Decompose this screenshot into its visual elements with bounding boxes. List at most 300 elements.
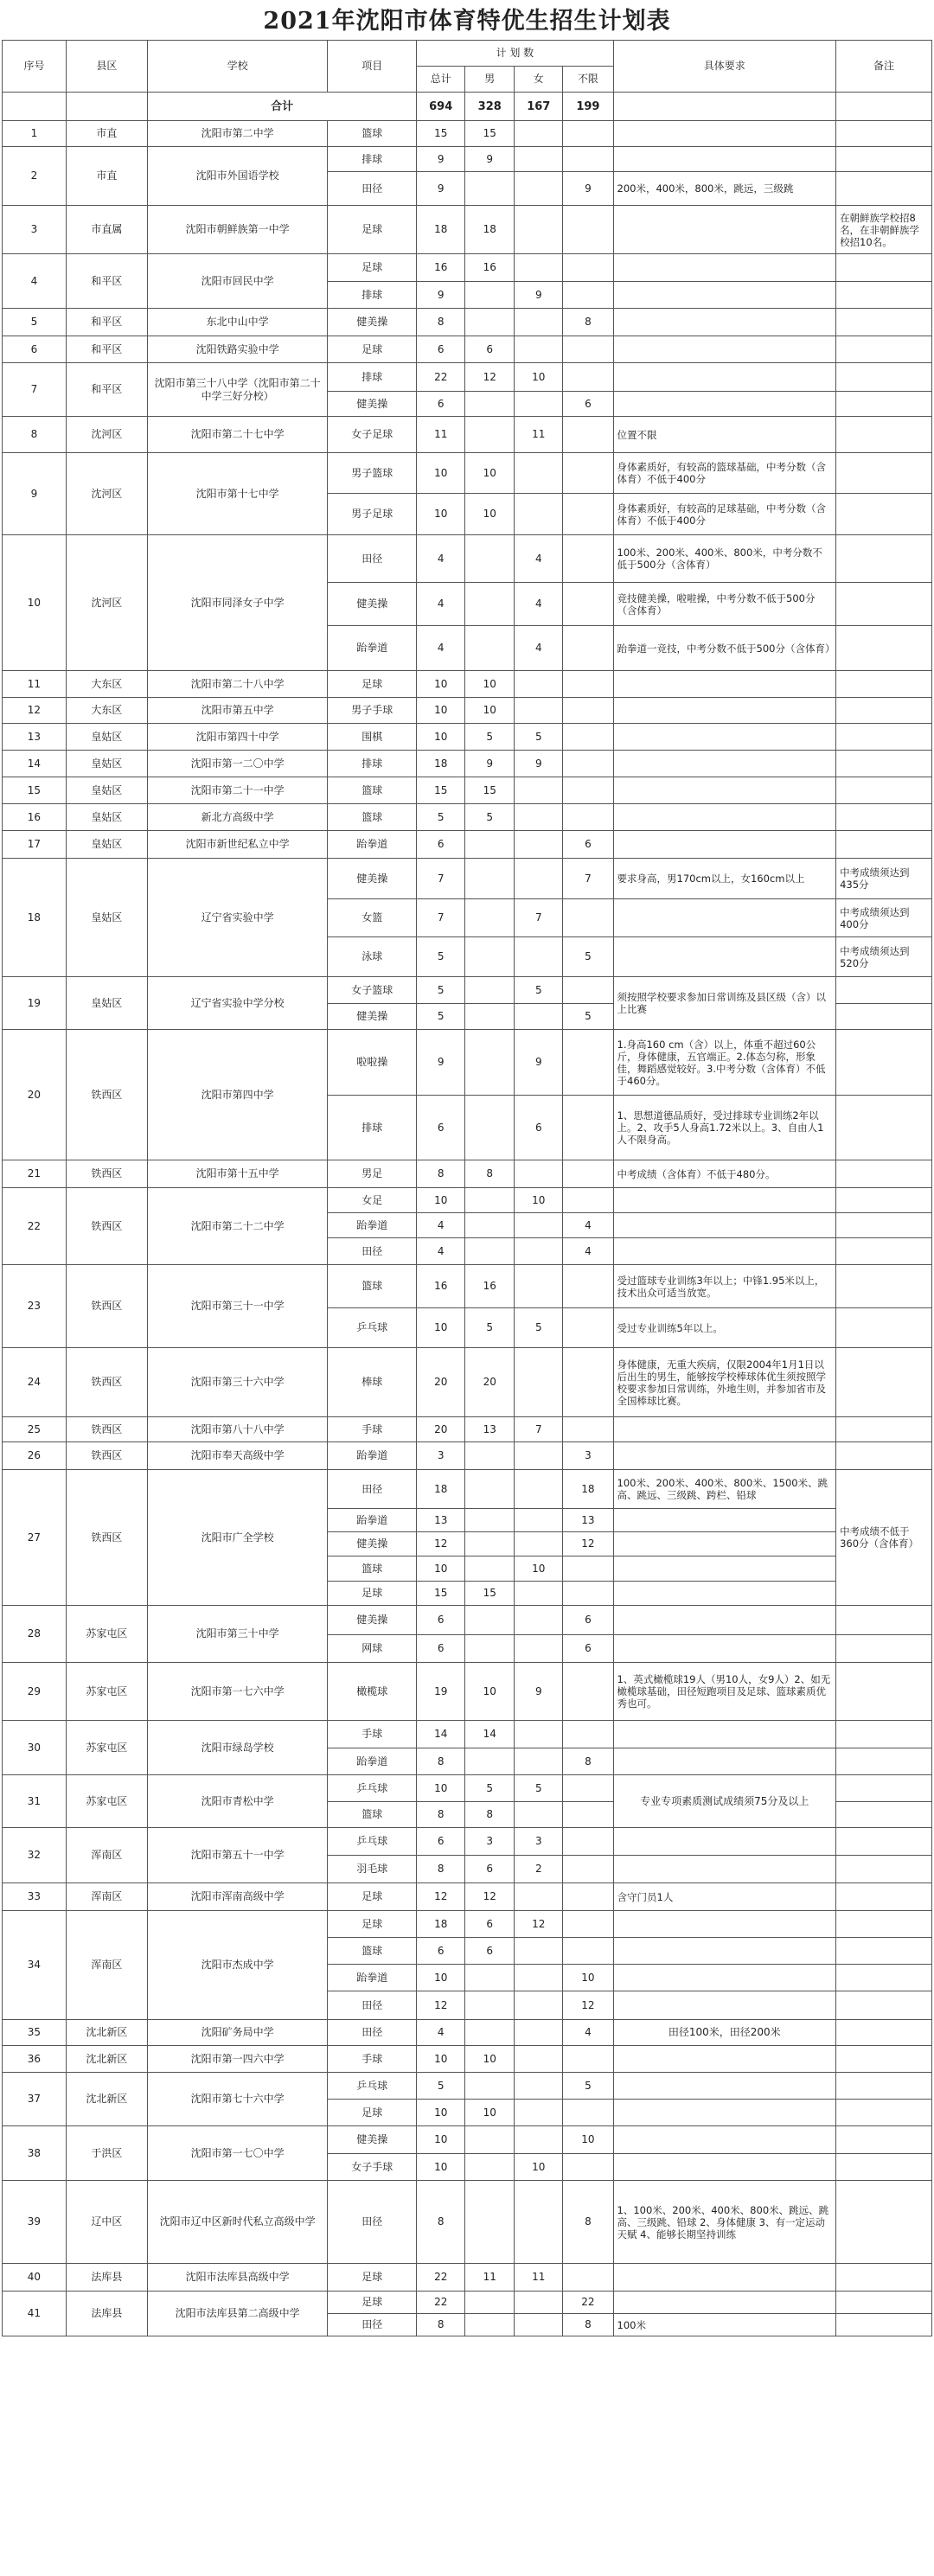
unlimited-cell	[563, 2046, 613, 2073]
unlimited-cell: 18	[563, 1470, 613, 1509]
school-cell: 沈阳市第五十一中学	[147, 1828, 327, 1883]
remark-cell	[836, 1160, 932, 1188]
seq-cell: 34	[3, 1911, 67, 2020]
requirement-cell: 1、英式橄榄球19人（男10人，女9人）2、如无橄榄球基础，田径短跑项目及足球、篮球素质优秀也可。	[613, 1663, 836, 1721]
female-cell: 12	[515, 1911, 563, 1938]
seq-cell: 6	[3, 336, 67, 363]
female-cell	[515, 937, 563, 977]
seq-cell: 25	[3, 1417, 67, 1442]
seq-cell: 41	[3, 2292, 67, 2336]
female-cell	[515, 1470, 563, 1509]
requirement-cell: 竞技健美操，啦啦操，中考分数不低于500分（含体育）	[613, 583, 836, 626]
total-cell: 10	[417, 698, 465, 724]
total-cell: 10	[417, 2154, 465, 2181]
seq-cell: 4	[3, 254, 67, 309]
requirement-cell: 位置不限	[613, 417, 836, 453]
col-header-unlimited: 不限	[563, 67, 613, 93]
total-cell: 20	[417, 1417, 465, 1442]
unlimited-cell	[563, 121, 613, 147]
header-row	[3, 41, 932, 67]
requirement-cell	[613, 2264, 836, 2292]
unlimited-cell: 5	[563, 2073, 613, 2100]
total-cell: 3	[417, 1442, 465, 1470]
item-cell: 篮球	[328, 121, 417, 147]
seq-cell: 7	[3, 363, 67, 417]
male-cell	[465, 2154, 515, 2181]
male-cell	[465, 1470, 515, 1509]
male-cell	[465, 2181, 515, 2264]
table-row	[3, 1828, 932, 1856]
unlimited-cell: 7	[563, 859, 613, 899]
female-cell	[515, 2314, 563, 2336]
male-cell: 5	[465, 1308, 515, 1348]
unlimited-cell	[563, 1308, 613, 1348]
total-cell: 8	[417, 1160, 465, 1188]
item-cell: 田径	[328, 172, 417, 206]
requirement-cell	[613, 2100, 836, 2126]
requirement-cell	[613, 804, 836, 831]
school-cell: 沈阳市第八十八中学	[147, 1417, 327, 1442]
male-cell	[465, 2126, 515, 2154]
requirement-cell: 含守门员1人	[613, 1883, 836, 1911]
seq-cell: 2	[3, 147, 67, 206]
table-row	[3, 1265, 932, 1308]
requirement-cell: 要求身高，男170cm以上，女160cm以上	[613, 859, 836, 899]
total-cell: 12	[417, 1883, 465, 1911]
remark-cell	[836, 1308, 932, 1348]
male-cell: 20	[465, 1348, 515, 1417]
county-cell: 沈北新区	[66, 2046, 147, 2073]
total-cell: 4	[417, 1238, 465, 1265]
total-cell: 5	[417, 804, 465, 831]
item-cell: 跆拳道	[328, 626, 417, 671]
item-cell: 排球	[328, 282, 417, 309]
total-cell: 18	[417, 1911, 465, 1938]
male-cell	[465, 859, 515, 899]
seq-cell: 24	[3, 1348, 67, 1417]
school-cell: 辽宁省实验中学分校	[147, 977, 327, 1030]
requirement-cell	[613, 2073, 836, 2100]
seq-cell: 38	[3, 2126, 67, 2181]
county-cell: 铁西区	[66, 1030, 147, 1160]
requirement-cell	[613, 1938, 836, 1965]
item-cell: 橄榄球	[328, 1663, 417, 1721]
requirement-cell: 身体素质好，有较高的篮球基础，中考分数（含体育）不低于400分	[613, 453, 836, 494]
county-cell: 铁西区	[66, 1470, 147, 1606]
total-cell: 9	[417, 1030, 465, 1096]
remark-cell	[836, 309, 932, 336]
male-cell	[465, 1213, 515, 1238]
total-cell: 10	[417, 1556, 465, 1582]
school-cell: 沈阳市第十五中学	[147, 1160, 327, 1188]
total-cell: 15	[417, 777, 465, 804]
remark-cell	[836, 172, 932, 206]
unlimited-cell	[563, 977, 613, 1004]
unlimited-cell	[563, 1802, 613, 1828]
requirement-cell: 1、100米、200米、400米、800米、跳远、跳高、三级跳、铅球 2、身体健康 3、有一定运动天赋 4、能够长期坚持训练	[613, 2181, 836, 2264]
unlimited-cell	[563, 336, 613, 363]
table-row	[3, 2264, 932, 2292]
table-row	[3, 698, 932, 724]
unlimited-cell: 13	[563, 1509, 613, 1532]
county-cell: 沈河区	[66, 535, 147, 671]
county-cell: 大东区	[66, 671, 147, 698]
total-cell: 4	[417, 626, 465, 671]
table-row	[3, 2020, 932, 2046]
male-cell: 5	[465, 804, 515, 831]
female-cell	[515, 2126, 563, 2154]
item-cell: 田径	[328, 2020, 417, 2046]
school-cell: 沈阳市第二十一中学	[147, 777, 327, 804]
county-cell: 沈河区	[66, 417, 147, 453]
item-cell: 乒乓球	[328, 1775, 417, 1802]
unlimited-cell	[563, 1938, 613, 1965]
female-cell: 4	[515, 535, 563, 583]
unlimited-cell: 12	[563, 1991, 613, 2020]
school-cell: 沈阳市第一四六中学	[147, 2046, 327, 2073]
requirement-cell	[613, 309, 836, 336]
unlimited-cell: 22	[563, 2292, 613, 2314]
seq-cell: 12	[3, 698, 67, 724]
total-cell: 4	[417, 2020, 465, 2046]
requirement-cell	[613, 2292, 836, 2314]
item-cell: 乒乓球	[328, 1828, 417, 1856]
female-cell	[515, 206, 563, 254]
school-cell: 沈阳市奉天高级中学	[147, 1442, 327, 1470]
requirement-cell: 1.身高160 cm（含）以上，体重不超过60公斤，身体健康，五官端正。2.体态匀称，形象佳，舞蹈感觉较好。3.中考分数（含体育）不低于460分。	[613, 1030, 836, 1096]
total-cell: 7	[417, 899, 465, 937]
unlimited-cell	[563, 1556, 613, 1582]
county-cell: 铁西区	[66, 1188, 147, 1265]
unlimited-cell: 8	[563, 2181, 613, 2264]
male-cell: 10	[465, 698, 515, 724]
unlimited-cell	[563, 2100, 613, 2126]
remark-cell	[836, 2154, 932, 2181]
remark-cell: 中考成绩不低于360分（含体育）	[836, 1470, 932, 1606]
unlimited-cell	[563, 1348, 613, 1417]
school-cell: 沈阳市新世纪私立中学	[147, 831, 327, 859]
remark-cell	[836, 2126, 932, 2154]
item-cell: 篮球	[328, 1802, 417, 1828]
female-cell	[515, 671, 563, 698]
item-cell: 女子足球	[328, 417, 417, 453]
unlimited-cell: 6	[563, 392, 613, 417]
remark-cell	[836, 363, 932, 392]
male-cell: 12	[465, 1883, 515, 1911]
summary-unlimited: 199	[563, 93, 613, 121]
school-cell: 沈阳市第三十六中学	[147, 1348, 327, 1417]
male-cell	[465, 937, 515, 977]
item-cell: 手球	[328, 1721, 417, 1748]
male-cell: 6	[465, 1911, 515, 1938]
county-cell: 苏家屯区	[66, 1775, 147, 1828]
female-cell	[515, 1265, 563, 1308]
unlimited-cell: 9	[563, 172, 613, 206]
table-row	[3, 1442, 932, 1470]
total-cell: 9	[417, 172, 465, 206]
table-row	[3, 724, 932, 751]
table-row	[3, 453, 932, 494]
school-cell: 沈阳市浑南高级中学	[147, 1883, 327, 1911]
female-cell	[515, 2073, 563, 2100]
female-cell	[515, 1883, 563, 1911]
summary-female: 167	[515, 93, 563, 121]
school-cell: 沈阳市同泽女子中学	[147, 535, 327, 671]
total-cell: 5	[417, 1004, 465, 1030]
requirement-cell: 100米、200米、400米、800米、1500米、跳高、跳远、三级跳、跨栏、铅球	[613, 1470, 836, 1509]
remark-cell	[836, 1748, 932, 1775]
unlimited-cell: 10	[563, 2126, 613, 2154]
male-cell	[465, 977, 515, 1004]
item-cell: 田径	[328, 1470, 417, 1509]
male-cell: 15	[465, 777, 515, 804]
female-cell	[515, 1160, 563, 1188]
item-cell: 健美操	[328, 392, 417, 417]
total-cell: 22	[417, 2264, 465, 2292]
total-cell: 8	[417, 309, 465, 336]
male-cell	[465, 583, 515, 626]
male-cell: 18	[465, 206, 515, 254]
item-cell: 跆拳道	[328, 831, 417, 859]
remark-cell: 中考成绩须达到520分	[836, 937, 932, 977]
requirement-cell: 中考成绩（含体育）不低于480分。	[613, 1160, 836, 1188]
table-row	[3, 1030, 932, 1096]
seq-cell: 29	[3, 1663, 67, 1721]
county-cell: 市直	[66, 121, 147, 147]
remark-cell	[836, 2314, 932, 2336]
remark-cell	[836, 1442, 932, 1470]
female-cell: 7	[515, 1417, 563, 1442]
unlimited-cell	[563, 1160, 613, 1188]
requirement-cell	[613, 1748, 836, 1775]
col-header-plan: 计 划 数	[417, 41, 613, 67]
remark-cell	[836, 282, 932, 309]
requirement-cell	[613, 2154, 836, 2181]
county-cell: 沈北新区	[66, 2073, 147, 2126]
total-cell: 9	[417, 282, 465, 309]
remark-cell	[836, 2264, 932, 2292]
col-header-item: 项目	[328, 41, 417, 93]
female-cell	[515, 1348, 563, 1417]
item-cell: 男子篮球	[328, 453, 417, 494]
item-cell: 女足	[328, 1188, 417, 1213]
remark-cell	[836, 977, 932, 1004]
total-cell: 12	[417, 1991, 465, 2020]
male-cell: 10	[465, 2100, 515, 2126]
page-title: 2021年沈阳市体育特优生招生计划表	[263, 8, 671, 35]
female-cell	[515, 1213, 563, 1238]
summary-male: 328	[465, 93, 515, 121]
table-row	[3, 859, 932, 899]
requirement-cell	[613, 899, 836, 937]
remark-cell	[836, 417, 932, 453]
county-cell: 苏家屯区	[66, 1721, 147, 1775]
unlimited-cell	[563, 724, 613, 751]
remark-cell: 中考成绩须达到435分	[836, 859, 932, 899]
female-cell: 10	[515, 1188, 563, 1213]
remark-cell	[836, 777, 932, 804]
remark-cell	[836, 494, 932, 535]
unlimited-cell	[563, 147, 613, 172]
female-cell	[515, 859, 563, 899]
seq-cell: 32	[3, 1828, 67, 1883]
school-cell: 沈阳市第一七〇中学	[147, 2126, 327, 2181]
table-row	[3, 977, 932, 1004]
remark-cell	[836, 1096, 932, 1160]
school-cell: 沈阳市朝鲜族第一中学	[147, 206, 327, 254]
unlimited-cell	[563, 1883, 613, 1911]
seq-cell: 9	[3, 453, 67, 535]
table-row	[3, 1348, 932, 1417]
table-row	[3, 1663, 932, 1721]
unlimited-cell	[563, 1265, 613, 1308]
male-cell: 10	[465, 1663, 515, 1721]
col-header-seq: 序号	[3, 41, 67, 93]
table-row	[3, 831, 932, 859]
county-cell: 铁西区	[66, 1417, 147, 1442]
school-cell: 沈阳市回民中学	[147, 254, 327, 309]
female-cell	[515, 453, 563, 494]
female-cell	[515, 2292, 563, 2314]
item-cell: 棒球	[328, 1348, 417, 1417]
item-cell: 男子足球	[328, 494, 417, 535]
table-row	[3, 2181, 932, 2264]
requirement-cell	[613, 1238, 836, 1265]
male-cell	[465, 1238, 515, 1265]
female-cell	[515, 831, 563, 859]
female-cell	[515, 147, 563, 172]
remark-cell	[836, 1883, 932, 1911]
male-cell: 10	[465, 453, 515, 494]
seq-cell: 16	[3, 804, 67, 831]
male-cell	[465, 626, 515, 671]
female-cell	[515, 121, 563, 147]
table-row	[3, 1470, 932, 1509]
col-header-total: 总计	[417, 67, 465, 93]
summary-label: 合计	[147, 93, 416, 121]
seq-cell: 33	[3, 1883, 67, 1911]
requirement-cell	[613, 724, 836, 751]
remark-cell	[836, 698, 932, 724]
requirement-cell	[613, 206, 836, 254]
female-cell	[515, 1991, 563, 2020]
requirement-cell	[613, 1828, 836, 1856]
seq-cell: 26	[3, 1442, 67, 1470]
school-cell: 沈阳市第五中学	[147, 698, 327, 724]
requirement-cell	[613, 777, 836, 804]
requirement-cell	[613, 937, 836, 977]
total-cell: 6	[417, 392, 465, 417]
table-row	[3, 336, 932, 363]
requirement-cell	[613, 671, 836, 698]
unlimited-cell	[563, 1417, 613, 1442]
school-cell: 沈阳市法库县第二高级中学	[147, 2292, 327, 2336]
male-cell	[465, 1965, 515, 1991]
item-cell: 篮球	[328, 777, 417, 804]
remark-cell	[836, 1911, 932, 1938]
total-cell: 8	[417, 2314, 465, 2336]
female-cell: 10	[515, 1556, 563, 1582]
requirement-cell: 受过篮球专业训练3年以上；中锋1.95米以上，技术出众可适当放宽。	[613, 1265, 836, 1308]
male-cell: 6	[465, 1856, 515, 1883]
female-cell	[515, 1004, 563, 1030]
table-row	[3, 1160, 932, 1188]
total-cell: 6	[417, 336, 465, 363]
seq-cell: 23	[3, 1265, 67, 1348]
unlimited-cell	[563, 1096, 613, 1160]
female-cell	[515, 2020, 563, 2046]
unlimited-cell: 10	[563, 1965, 613, 1991]
total-cell: 8	[417, 1748, 465, 1775]
county-cell: 铁西区	[66, 1348, 147, 1417]
male-cell	[465, 392, 515, 417]
unlimited-cell	[563, 2154, 613, 2181]
requirement-cell: 身体素质好，有较高的足球基础，中考分数（含体育）不低于400分	[613, 494, 836, 535]
male-cell	[465, 1030, 515, 1096]
total-cell: 6	[417, 831, 465, 859]
requirement-cell: 受过专业训练5年以上。	[613, 1308, 836, 1348]
item-cell: 足球	[328, 2100, 417, 2126]
male-cell	[465, 172, 515, 206]
male-cell	[465, 899, 515, 937]
school-cell: 沈阳市外国语学校	[147, 147, 327, 206]
requirement-cell	[613, 1188, 836, 1213]
county-cell: 和平区	[66, 309, 147, 336]
remark-cell	[836, 2046, 932, 2073]
requirement-cell	[613, 1556, 836, 1582]
remark-cell	[836, 1938, 932, 1965]
item-cell: 跆拳道	[328, 1965, 417, 1991]
total-cell: 6	[417, 1828, 465, 1856]
school-cell: 沈阳市第三十中学	[147, 1606, 327, 1663]
female-cell: 9	[515, 282, 563, 309]
total-cell: 16	[417, 1265, 465, 1308]
female-cell: 11	[515, 2264, 563, 2292]
remark-cell: 在朝鲜族学校招8名，在非朝鲜族学校招10名。	[836, 206, 932, 254]
school-cell: 沈阳市第一二〇中学	[147, 751, 327, 777]
seq-cell: 15	[3, 777, 67, 804]
table-row	[3, 751, 932, 777]
item-cell: 足球	[328, 206, 417, 254]
seq-cell: 28	[3, 1606, 67, 1663]
male-cell: 8	[465, 1802, 515, 1828]
school-cell: 沈阳市杰成中学	[147, 1911, 327, 2020]
school-cell: 沈阳市第四十中学	[147, 724, 327, 751]
total-cell: 4	[417, 535, 465, 583]
male-cell: 9	[465, 751, 515, 777]
unlimited-cell	[563, 899, 613, 937]
female-cell	[515, 309, 563, 336]
unlimited-cell	[563, 1828, 613, 1856]
item-cell: 男子手球	[328, 698, 417, 724]
male-cell: 8	[465, 1160, 515, 1188]
female-cell: 4	[515, 583, 563, 626]
plan-table	[2, 40, 932, 2336]
school-cell: 辽宁省实验中学	[147, 859, 327, 977]
seq-cell: 17	[3, 831, 67, 859]
female-cell	[515, 804, 563, 831]
table-row	[3, 1606, 932, 1635]
table-row	[3, 1417, 932, 1442]
county-cell: 皇姑区	[66, 859, 147, 977]
total-cell: 7	[417, 859, 465, 899]
female-cell	[515, 1442, 563, 1470]
school-cell: 沈阳市第二十八中学	[147, 671, 327, 698]
male-cell: 14	[465, 1721, 515, 1748]
remark-cell	[836, 2100, 932, 2126]
item-cell: 手球	[328, 2046, 417, 2073]
total-cell: 10	[417, 1188, 465, 1213]
